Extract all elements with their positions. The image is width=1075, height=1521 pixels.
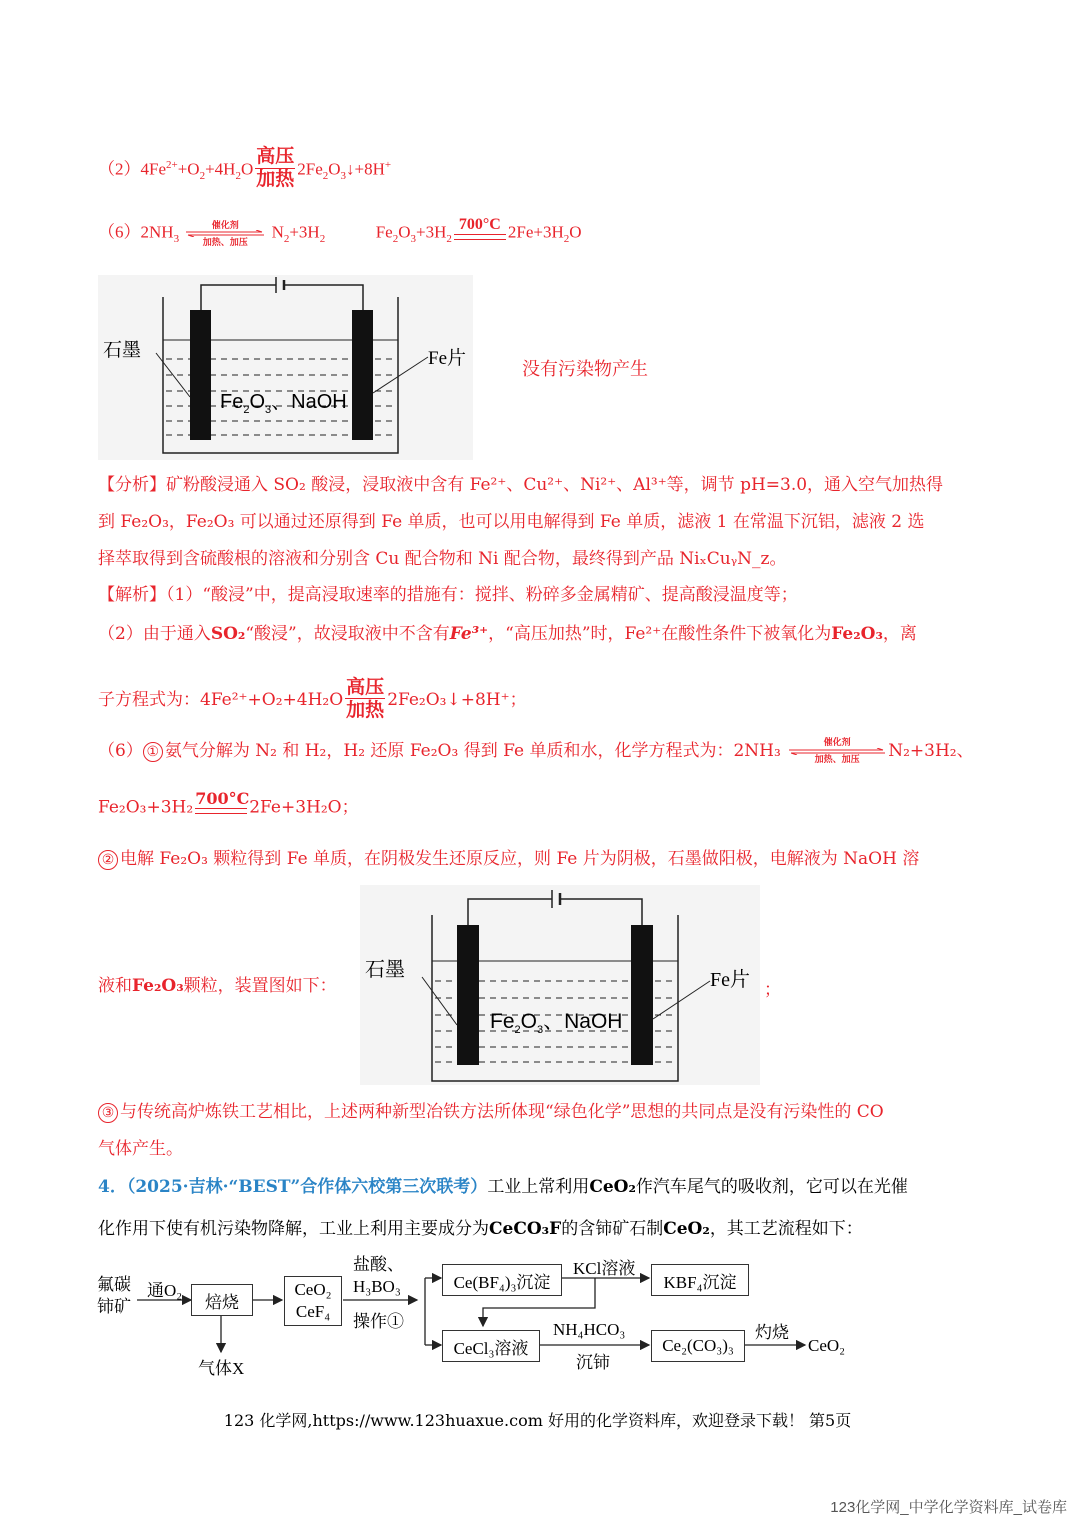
ore-label: 氟碳 铈矿 <box>97 1275 131 1316</box>
temperature-condition: 700°C <box>195 790 247 814</box>
graphite-label: 石墨 <box>365 959 405 981</box>
graphite-label: 石墨 <box>103 340 142 361</box>
analysis-line-1: 【分析】矿粉酸浸通入 SO₂ 酸浸，浸取液中含有 Fe²⁺、Cu²⁺、Ni²⁺、Al³⁺等，调节 pH=3.0，通入空气加热得 <box>98 475 944 495</box>
electrolyte-label: $Fe_2O_3$、NaOH <box>220 391 347 416</box>
burn-label: 灼烧 <box>755 1323 789 1342</box>
kcl-label: KCl溶液 <box>573 1259 636 1278</box>
process-flow-chart <box>95 1250 855 1378</box>
semicolon: ； <box>764 980 781 1000</box>
solution-line-9: 气体产生。 <box>98 1139 183 1159</box>
solution-line-5: Fe₂O₃+3H₂ 700°C 2Fe+3H₂O； <box>98 789 359 818</box>
electrolysis-diagram-1 <box>98 275 473 460</box>
solution-line-8: ③ 与传统高炉炼铁工艺相比，上述两种新型冶铁方法所体现“绿色化学”思想的共同点是没有污染性的 CO <box>98 1101 884 1123</box>
gas-x-label: 气体X <box>198 1359 245 1378</box>
sink-label: 沉铈 <box>576 1353 610 1372</box>
page-footer: 123 化学网,https://www.123huaxue.com 好用的化学资料库，欢迎登录下载！ 第5页 <box>223 1411 852 1430</box>
ceo2-cef4-box: CeO₂ CeF₄ <box>284 1276 342 1326</box>
electrolyte-label: $Fe_2O_3$、NaOH <box>490 1010 623 1037</box>
o2-label: 通O₂ <box>147 1281 183 1300</box>
cebf4-box: Ce(BF₄)₃沉淀 <box>442 1264 562 1296</box>
reversible-arrow: 催化剂 加热、加压 <box>789 738 885 765</box>
fe-plate-label: Fe片 <box>710 969 750 991</box>
cecl3-box: CeCl₃溶液 <box>442 1330 540 1362</box>
answer-2-equation: $(2)4Fe^{2+}+O_2+4H_2O$ $\frac{\text{高压}}{\text{加热}}$ $2Fe_2O_3↓+8H^+$ <box>98 146 392 190</box>
solution-line-2: （2）由于通入SO₂“酸浸”，故浸取液中不含有Fe³⁺，“高压加热”时，Fe²⁺在酸性条件下被氧化为Fe₂O₃，离 <box>98 624 917 644</box>
acid-label: 盐酸、 H₃BO₃ <box>353 1255 404 1296</box>
solution-line-6: ② 电解 Fe₂O₃ 颗粒得到 Fe 单质，在阴极发生还原反应，则 Fe 片为阴极，石墨做阳极，电解液为 NaOH 溶 <box>98 848 919 870</box>
temperature-condition: 700°C <box>454 216 506 240</box>
electrolysis-diagram-2 <box>360 885 760 1085</box>
reaction-condition: $\frac{\text{高压}}{\text{加热}}$ <box>346 676 385 721</box>
reaction-condition: $\frac{\text{高压}}{\text{加热}}$ <box>256 146 295 190</box>
reversible-arrow: 催化剂 加热、加压 <box>186 220 264 247</box>
analysis-line-3: 择萃取得到含硫酸根的溶液和分别含 Cu 配合物和 Ni 配合物，最终得到产品 NiₓCuᵧN_z。 <box>98 549 787 569</box>
solution-line-4: （6） ① 氨气分解为 N₂ 和 H₂，H₂ 还原 Fe₂O₃ 得到 Fe 单质和水，化学方程式为：2NH₃ 催化剂 加热、加压 N₂+3H₂、 <box>98 738 974 765</box>
nh4hco3-label: NH₄HCO₃ <box>553 1320 626 1339</box>
watermark: 123化学网_中学化学资料库_试卷库 <box>830 1499 1067 1516</box>
operation-1-label: 操作① <box>353 1312 404 1331</box>
fe-plate-label: Fe片 <box>428 348 467 369</box>
question-4-line-1: 4．（2025·吉林·“BEST”合作体六校第三次联考）工业上常利用CeO₂作汽车尾气的吸收剂，它可以在光催 <box>98 1177 908 1197</box>
kbf4-box: KBF₄沉淀 <box>651 1264 749 1296</box>
roast-box: 焙烧 <box>191 1284 253 1316</box>
final-ceo2-label: CeO₂ <box>808 1336 846 1355</box>
answer-6-equations: $(6)2NH_3$ 催化剂 加热、加压 $N_2+3H_2$ $Fe_2O_3+3H_2$ 700°C $2Fe+3H_2O$ <box>98 215 582 247</box>
analysis-line-2: 到 Fe₂O₃，Fe₂O₃ 可以通过还原得到 Fe 单质，也可以用电解得到 Fe 单质，滤液 1 在常温下沉铝，滤液 2 选 <box>98 512 925 532</box>
solution-line-7: 液和Fe₂O₃颗粒，装置图如下： <box>98 976 337 996</box>
no-pollution-note: 没有污染物产生 <box>522 359 648 380</box>
solution-line-1: 【解析】（1）“酸浸”中，提高浸取速率的措施有：搅拌、粉碎多金属精矿、提高酸浸温度等； <box>98 585 798 605</box>
question-4-line-2: 化作用下使有机污染物降解，工业上利用主要成分为CeCO₃F的含铈矿石制CeO₂，其工艺流程如下： <box>98 1219 863 1239</box>
solution-line-3: 子方程式为：4Fe²⁺+O₂+4H₂O $\frac{\text{高压}}{\text{加热}}$ 2Fe₂O₃↓+8H⁺； <box>98 676 527 721</box>
ce2co3-box: Ce₂(CO₃)₃ <box>651 1330 745 1362</box>
